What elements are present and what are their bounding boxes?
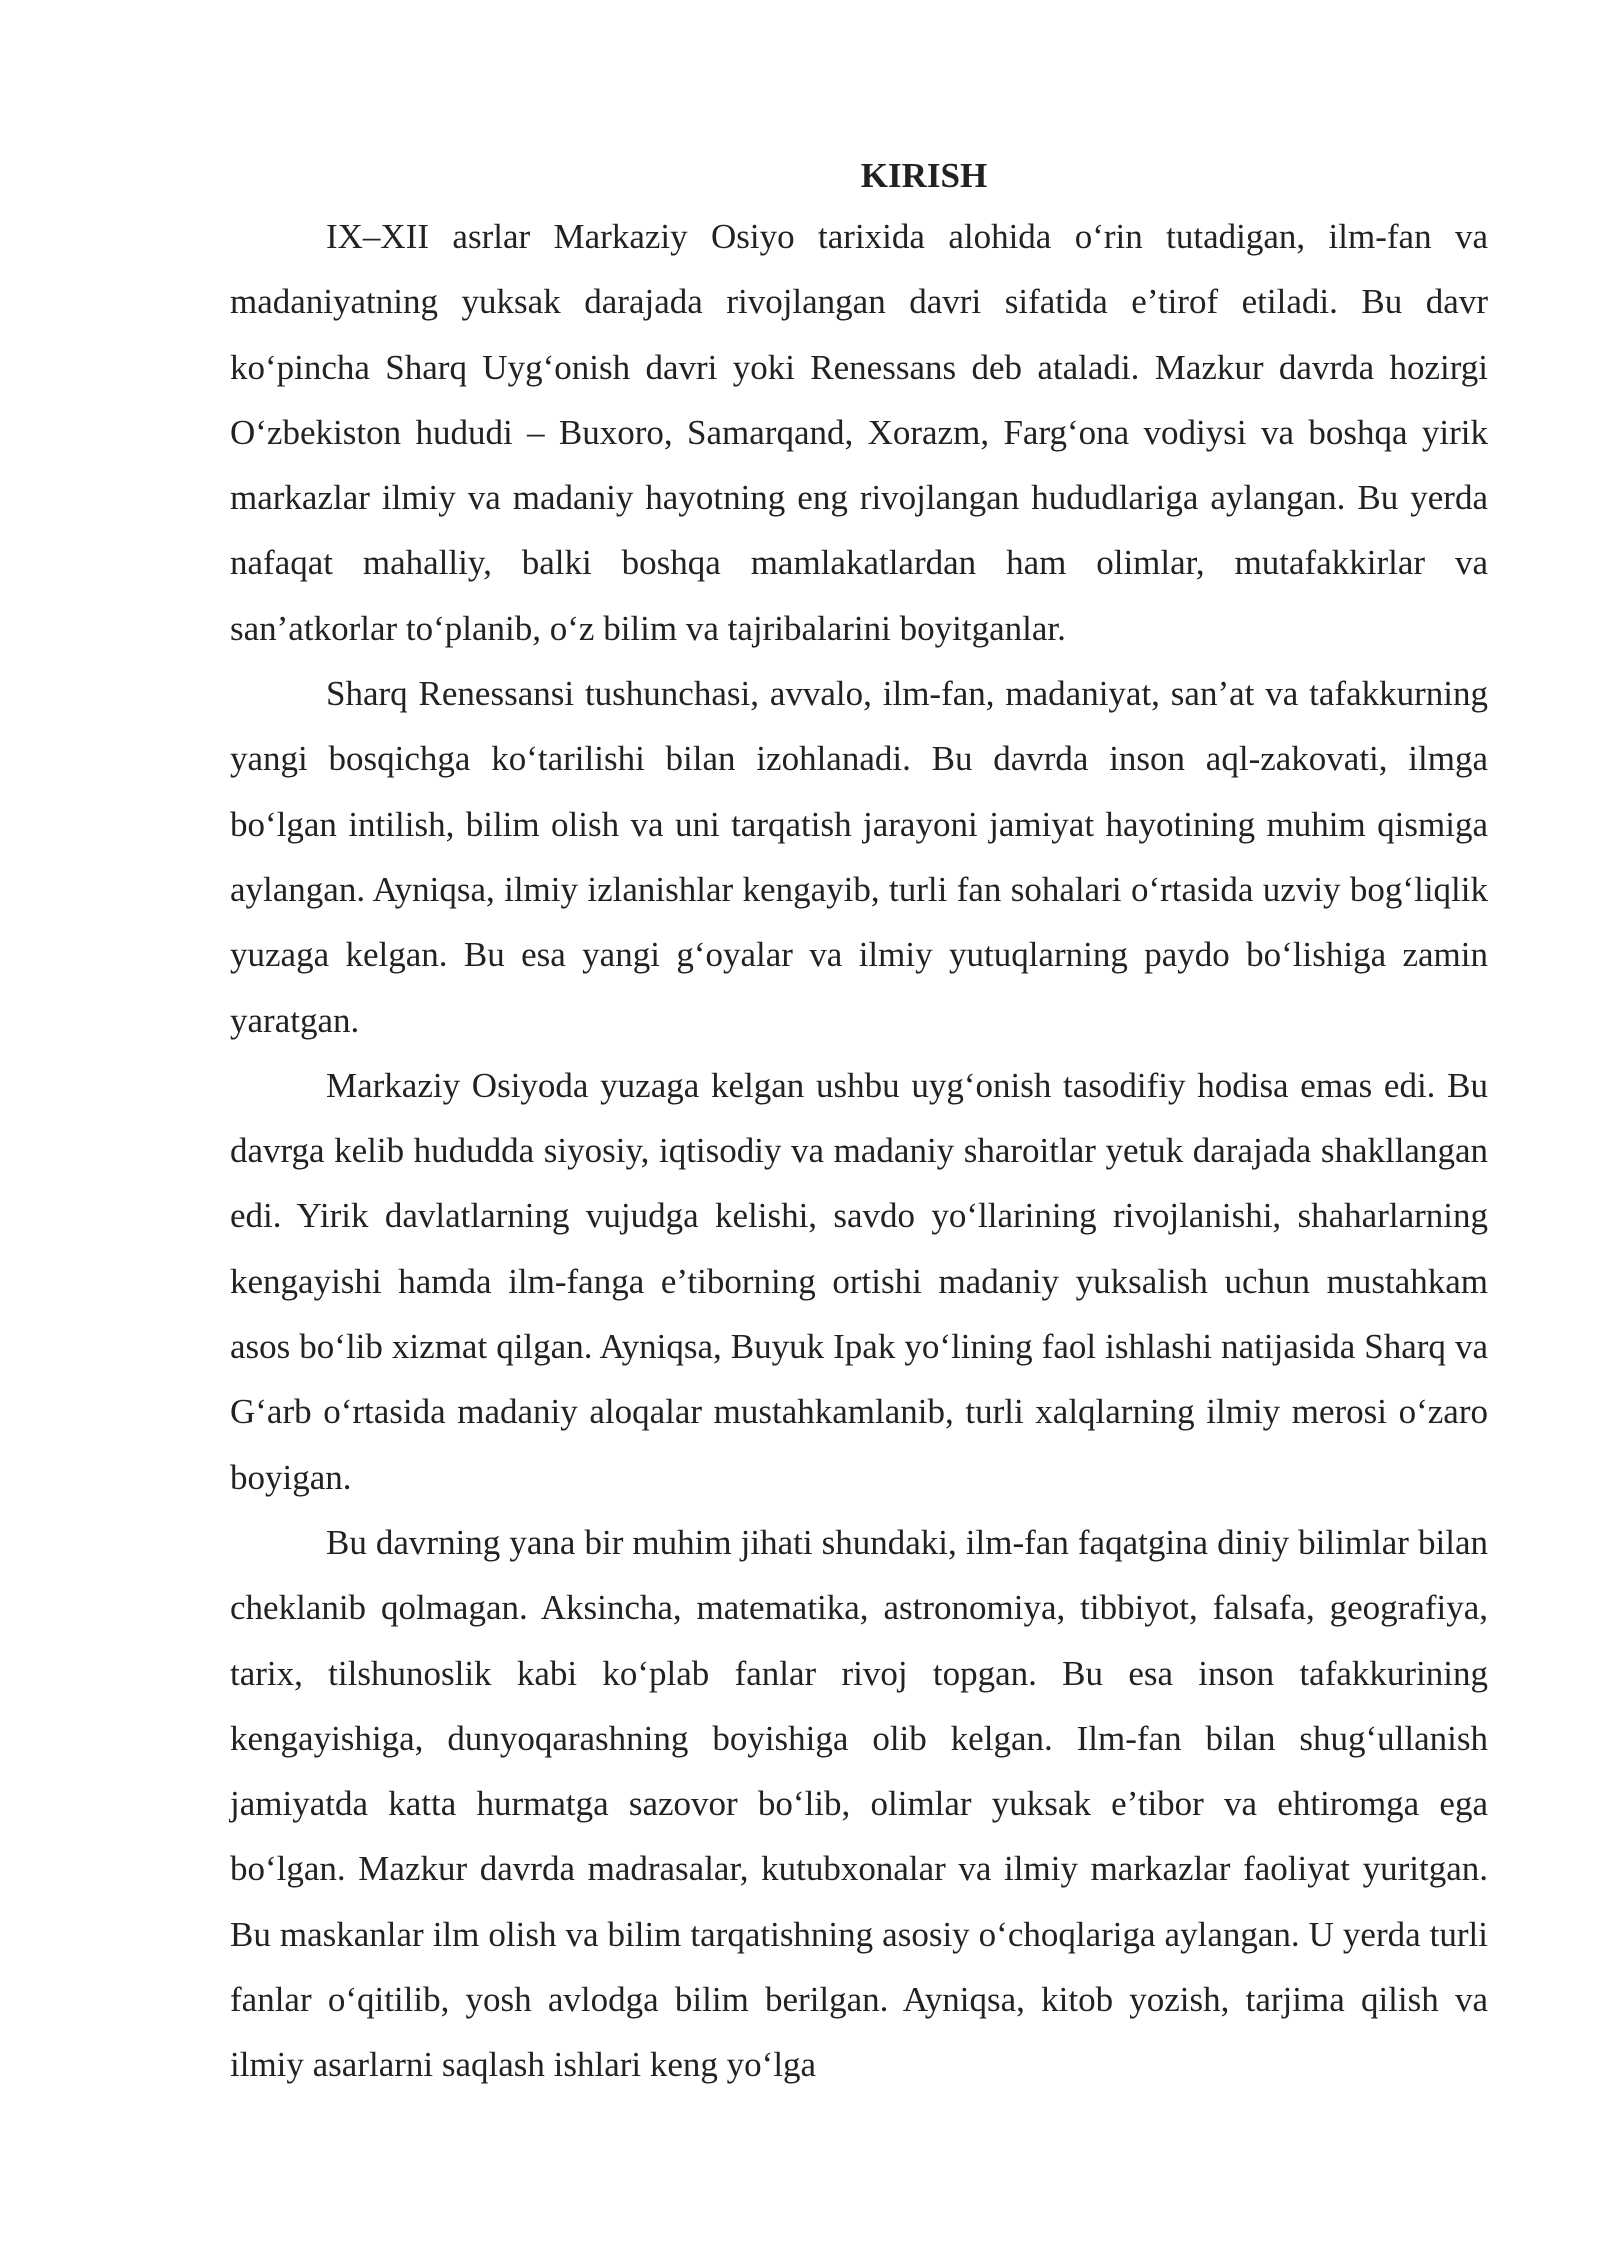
paragraph: Bu davrning yana bir muhim jihati shundaki, ilm-fan faqatgina diniy bilimlar bilan cheklanib qolmagan. Aksincha, matematika, astronomiya, tibbiyot, falsafa, geografiya, tarix, tilshunoslik kabi ko‘plab fanlar rivoj topgan. Bu esa inson tafakkurining kengayishiga, dunyoqarashning boyishiga olib kelgan. Ilm-fan bilan shug‘ullanish jamiyatda katta hurmatga sazovor bo‘lib, olimlar yuksak e’tibor va ehtiromga ega bo‘lgan. Mazkur davrda madrasalar, kutubxonalar va ilmiy markazlar faoliyat yuritgan. Bu maskanlar ilm olish va bilim tarqatishning asosiy o‘choqlariga aylangan. U yerda turli fanlar o‘qitilib, yosh avlodga bilim berilgan. Ayniqsa, kitob yozish, tarjima qilish va ilmiy asarlarni saqlash ishlari keng yo‘lga [230,1522,1488,2085]
page-title: KIRISH [860,156,988,195]
paragraph: Sharq Renessansi tushunchasi, avvalo, ilm-fan, madaniyat, san’at va tafakkurning yangi bosqichga ko‘tarilishi bilan izohlanadi. Bu davrda inson aql-zakovati, ilmga bo‘lgan intilish, bilim olish va uni tarqatish jarayoni jamiyat hayotining muhim qismiga aylangan. Ayniqsa, ilmiy izlanishlar kengayib, turli fan sohalari o‘rtasida uzviy bog‘liqlik yuzaga kelgan. Bu esa yangi g‘oyalar va ilmiy yutuqlarning paydo bo‘lishiga zamin yaratgan. [230,674,1488,1040]
document-body [230,148,1488,2098]
paragraph: Markaziy Osiyoda yuzaga kelgan ushbu uyg‘onish tasodifiy hodisa emas edi. Bu davrga kelib hududda siyosiy, iqtisodiy va madaniy sharoitlar yetuk darajada shakllangan edi. Yirik davlatlarning vujudga kelishi, savdo yo‘llarining rivojlanishi, shaharlarning kengayishi hamda ilm-fanga e’tiborning ortishi madaniy yuksalish uchun mustahkam asos bo‘lib xizmat qilgan. Ayniqsa, Buyuk Ipak yo‘lining faol ishlashi natijasida Sharq va G‘arb o‘rtasida madaniy aloqalar mustahkamlanib, turli xalqlarning ilmiy merosi o‘zaro boyigan. [230,1065,1488,1497]
paragraph: IX–XII asrlar Markaziy Osiyo tarixida alohida o‘rin tutadigan, ilm-fan va madaniyatning yuksak darajada rivojlangan davri sifatida e’tirof etiladi. Bu davr ko‘pincha Sharq Uyg‘onish davri yoki Renessans deb ataladi. Mazkur davrda hozirgi O‘zbekiston hududi – Buxoro, Samarqand, Xorazm, Farg‘ona vodiysi va boshqa yirik markazlar ilmiy va madaniy hayotning eng rivojlangan hududlariga aylangan. Bu yerda nafaqat mahalliy, balki boshqa mamlakatlardan ham olimlar, mutafakkirlar va san’atkorlar to‘planib, o‘z bilim va tajribalarini boyitganlar. [230,217,1488,648]
